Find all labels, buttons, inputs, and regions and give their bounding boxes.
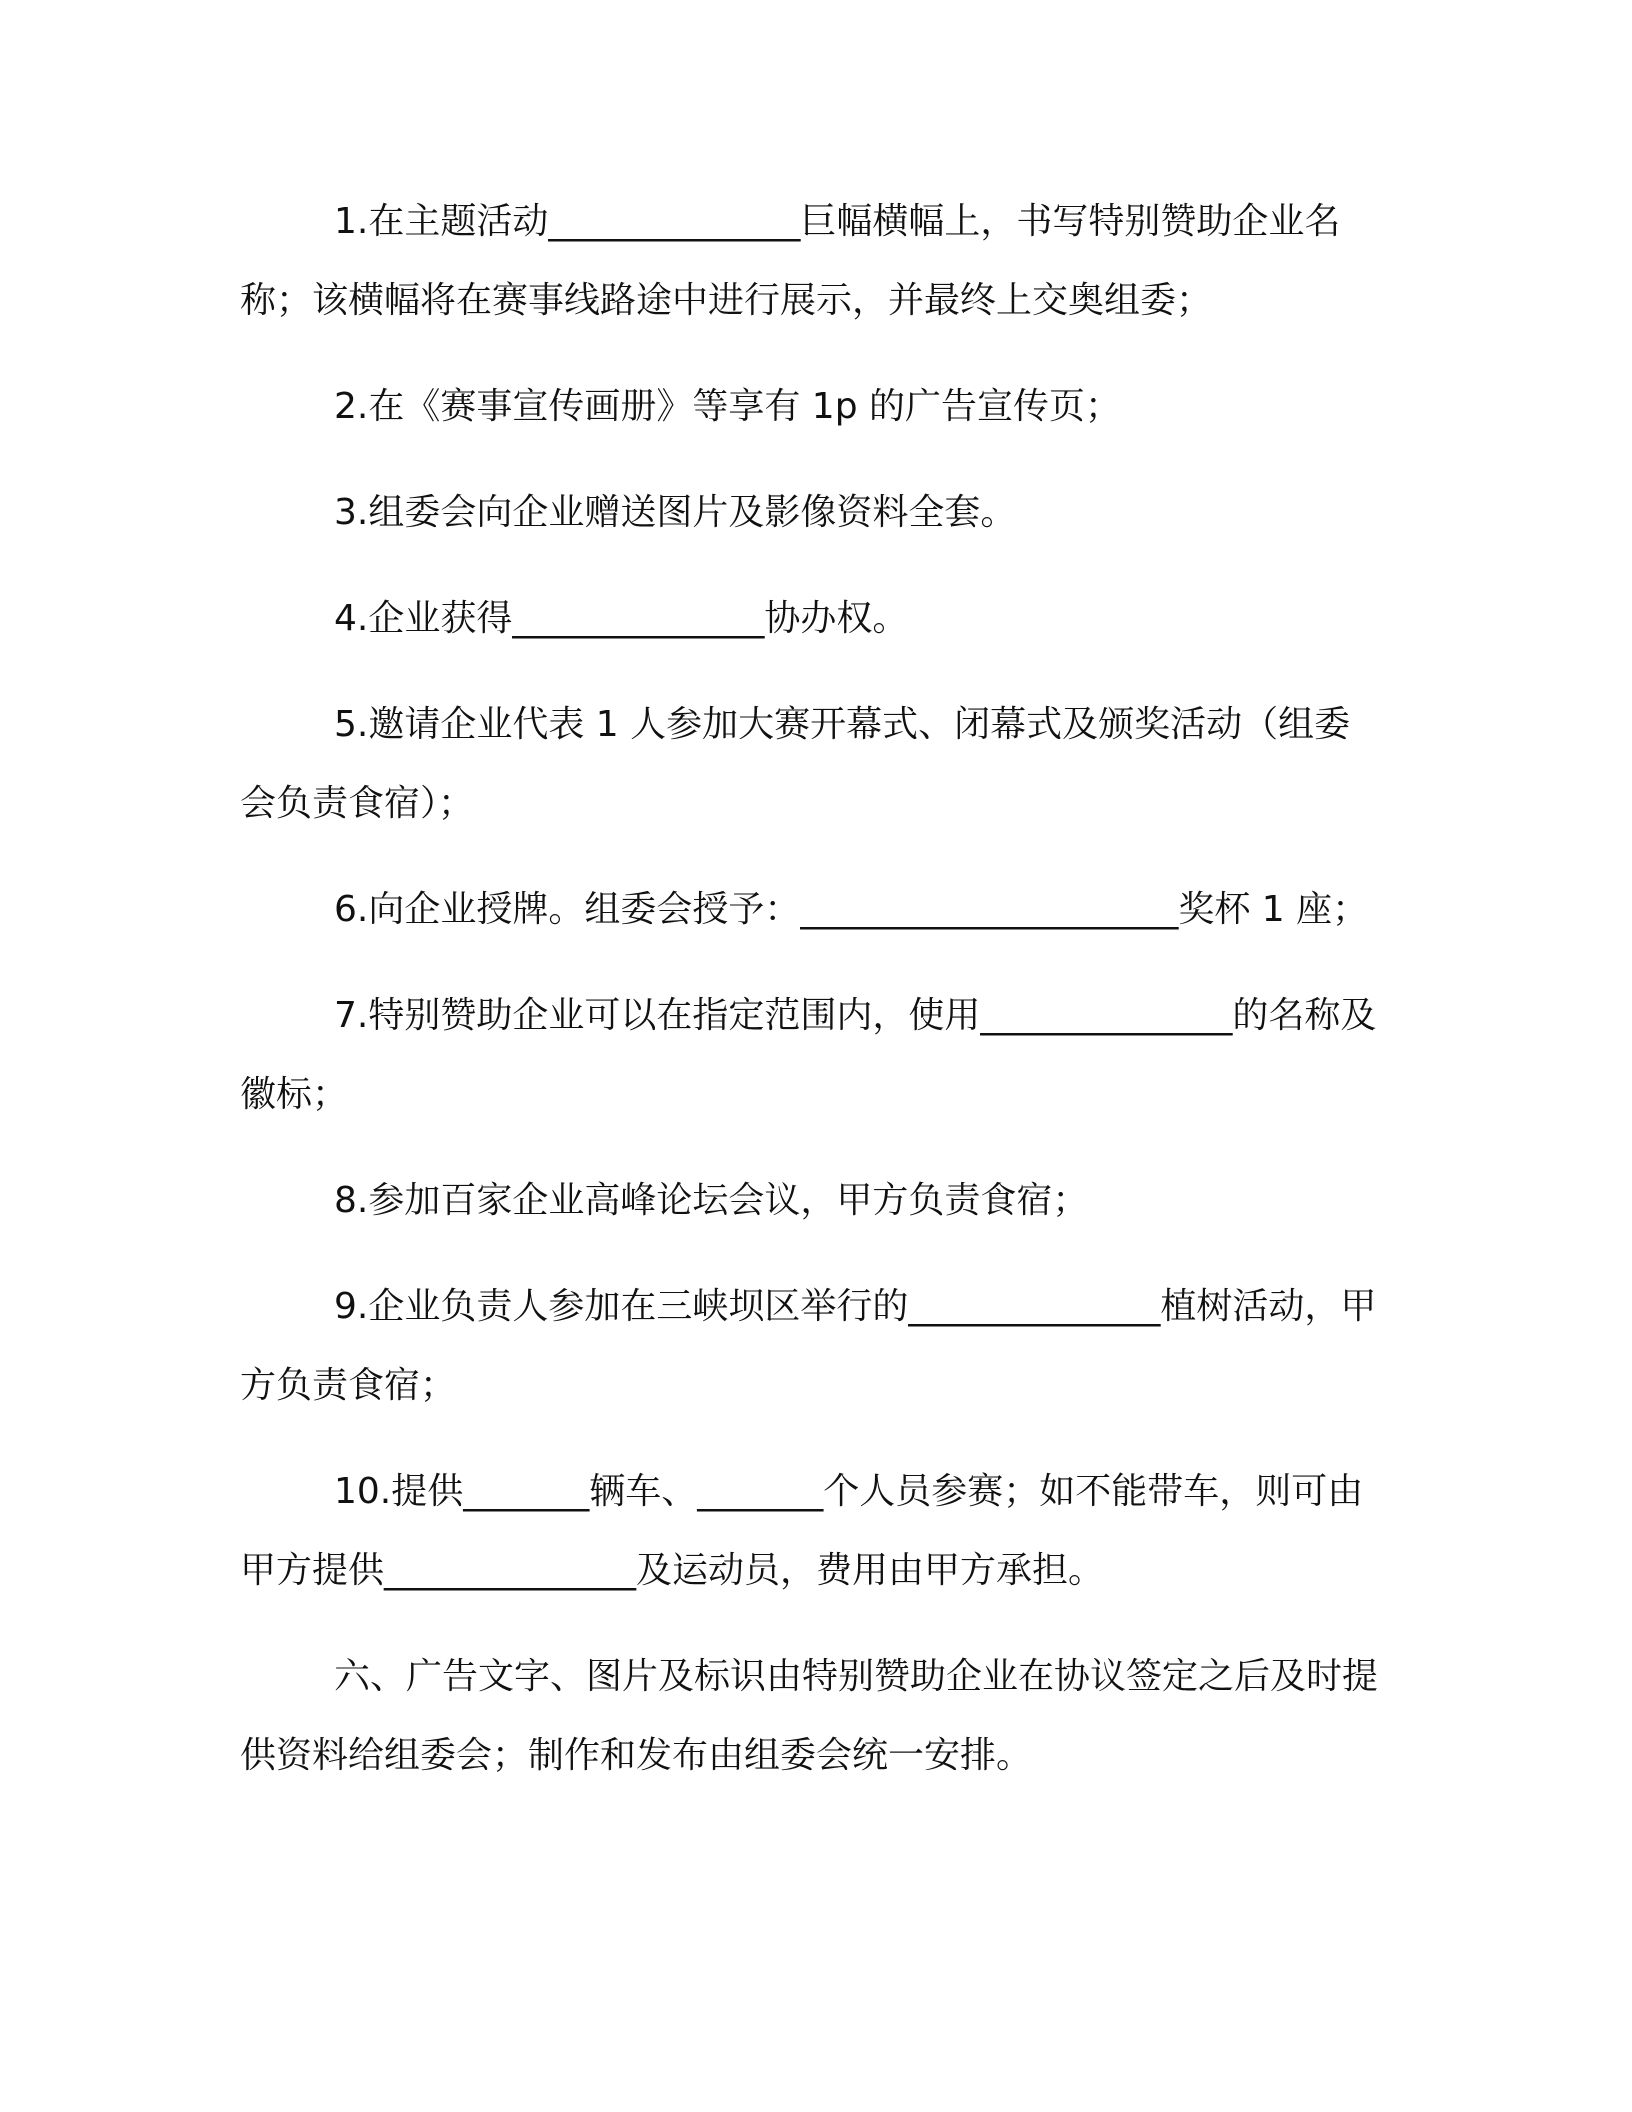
paragraph-text: 10.提供_______辆车、_______个人员参赛；如不能带车，则可由甲方提供______________及运动员，费用由甲方承担。 <box>240 1471 1364 1591</box>
paragraph-text: 7.特别赞助企业可以在指定范围内，使用______________的名称及徽标； <box>240 995 1377 1115</box>
paragraph-2 <box>240 367 1380 446</box>
paragraph-6 <box>240 870 1380 949</box>
paragraph-text: 3.组委会向企业赠送图片及影像资料全套。 <box>334 492 1017 533</box>
paragraph-text: 4.企业获得______________协办权。 <box>334 598 909 639</box>
paragraph-8 <box>240 1161 1380 1240</box>
paragraph-text: 6.向企业授牌。组委会授予：_____________________奖杯 1 座； <box>334 889 1369 930</box>
paragraph-text: 六、广告文字、图片及标识由特别赞助企业在协议签定之后及时提供资料给组委会；制作和发布由组委会统一安排。 <box>240 1656 1379 1776</box>
paragraph-11 <box>240 1637 1380 1795</box>
paragraph-1 <box>240 182 1380 340</box>
paragraph-4 <box>240 579 1380 658</box>
paragraph-9 <box>240 1267 1380 1425</box>
paragraph-text: 8.参加百家企业高峰论坛会议，甲方负责食宿； <box>334 1180 1089 1221</box>
paragraph-10 <box>240 1452 1380 1610</box>
document-body <box>240 182 1380 1822</box>
paragraph-3 <box>240 473 1380 552</box>
paragraph-text: 1.在主题活动______________巨幅横幅上，书写特别赞助企业名称；该横幅将在赛事线路途中进行展示，并最终上交奥组委； <box>240 201 1341 321</box>
paragraph-text: 9.企业负责人参加在三峡坝区举行的______________植树活动，甲方负责食宿； <box>240 1286 1377 1406</box>
paragraph-5 <box>240 685 1380 843</box>
paragraph-text: 2.在《赛事宣传画册》等享有 1p 的广告宣传页； <box>334 386 1121 427</box>
paragraph-text: 5.邀请企业代表 1 人参加大赛开幕式、闭幕式及颁奖活动（组委会负责食宿）； <box>240 704 1351 824</box>
paragraph-7 <box>240 976 1380 1134</box>
